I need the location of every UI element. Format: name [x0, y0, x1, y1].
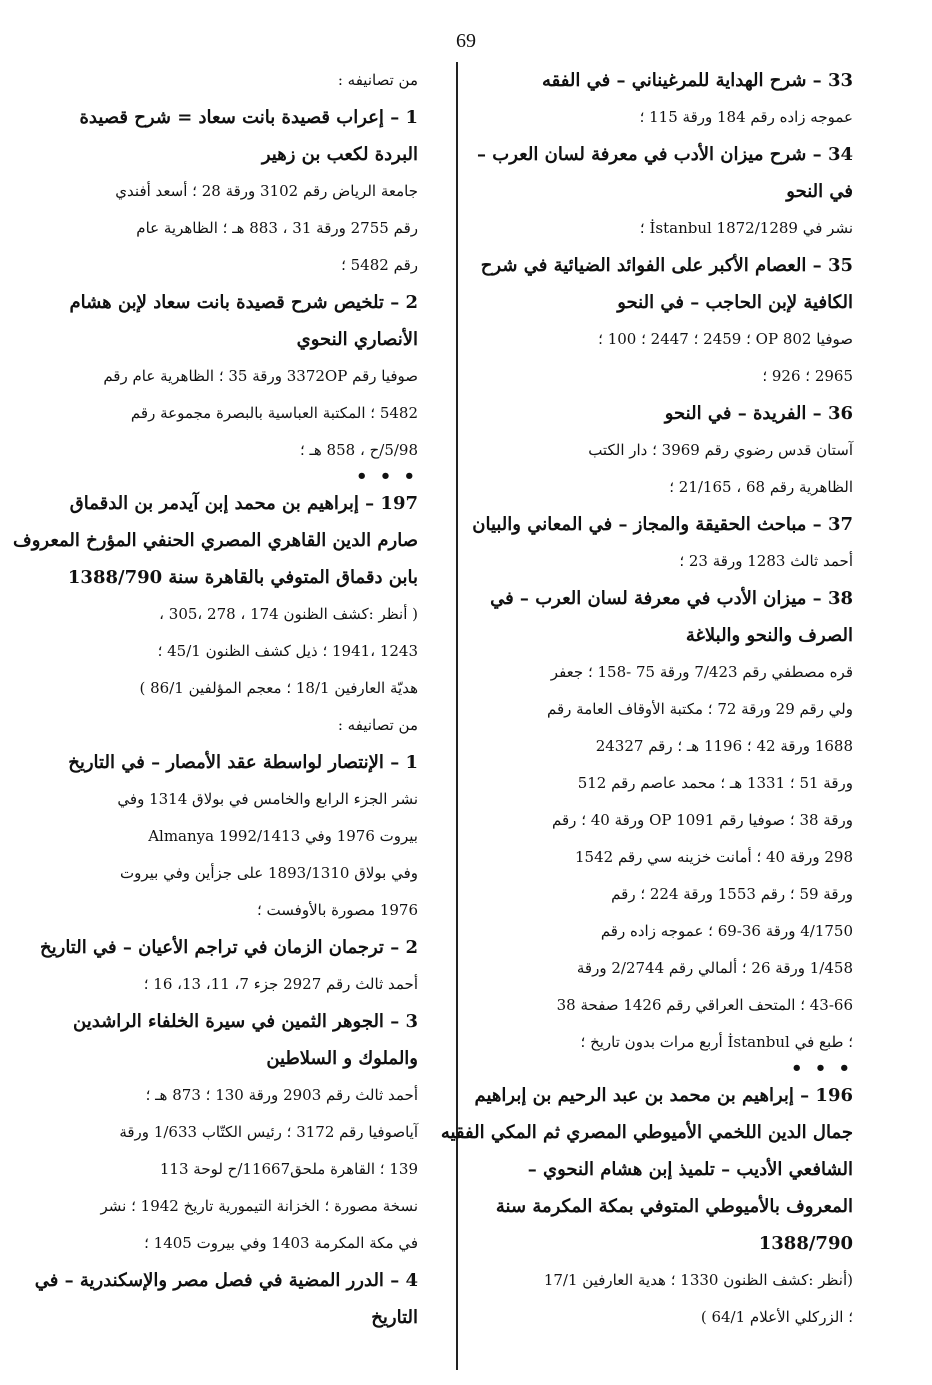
entry-heading-line: 4 – الدرر المضية في فصل مصر والإسكندرية – في [34, 1270, 418, 1291]
entry-heading-line: 36 – الفريدة – في النحو [664, 403, 853, 424]
entry-heading-line: الأنصاري النحوي [296, 329, 418, 350]
page-number: 69 [456, 30, 476, 52]
entry-heading-line: التاريخ [371, 1307, 418, 1328]
entry-text-line: 1/458 ورقة 26 ؛ ألمالي رقم 2/2744 ورقة [576, 959, 853, 977]
entry-text-line: ( أنظر :كشف الظنون 174 ، 278 ،305 ، [159, 605, 418, 623]
entry-heading-line: 1388/790 [758, 1233, 853, 1254]
entry-text-line: جامعة الرياض رقم 3102 ورقة 28 ؛ أسعد أفندي [115, 182, 418, 200]
entry-text-line: في مكة المكرمة 1403 وفي بيروت 1405 ؛ [144, 1234, 418, 1252]
entry-text-line: 2965 ؛ 926 ؛ [762, 367, 853, 385]
entry-heading-line: في النحو [786, 181, 853, 202]
entry-text-line: ورقة 51 ؛ 1331 هـ ؛ محمد عاصم رقم 512 [577, 774, 853, 792]
entry-text-line: آستان قدس رضوي رقم 3969 ؛ دار الكتب [588, 441, 853, 459]
entry-text-line: من تصانيفه : [337, 716, 418, 734]
entry-text-line: صوفيا 802 OP ؛ 2459 ؛ 2447 ؛ 100 ؛ [598, 330, 853, 348]
entry-heading-line: 196 – إبراهيم بن محمد بن عبد الرحيم بن إبراهيم [474, 1085, 853, 1106]
entry-text-line: صوفيا رقم 3372OP ورقة 35 ؛ الظاهرية عام رقم [103, 367, 418, 385]
entry-heading-line: جمال الدين اللخمي الأميوطي المصري ثم المكي الفقيه [440, 1122, 853, 1143]
entry-text-line: 1243 ،1941 ؛ ذيل كشف الظنون 45/1 ؛ [157, 642, 418, 660]
entry-text-line: وفي بولاق 1893/1310 على جزأين وفي بيروت [119, 864, 418, 882]
entry-text-line: نشر في İstanbul 1872/1289 ؛ [639, 219, 853, 237]
entry-text-line: 1688 ورقة 42 ؛ 1196 هـ ؛ رقم 24327 [595, 737, 853, 755]
entry-text-line: أحمد ثالث 1283 ورقة 23 ؛ [679, 552, 853, 570]
section-separator: • • • [790, 1058, 853, 1079]
entry-heading-line: 197 – إبراهيم بن محمد إبن آيدمر بن الدقماق [69, 493, 418, 514]
entry-text-line: أحمد ثالث رقم 2903 ورقة 130 ؛ 873 هـ ؛ [145, 1086, 418, 1104]
entry-text-line: نسخة مصورة ؛ الخزانة التيمورية تاريخ 1942 ؛ نشر [100, 1197, 418, 1215]
entry-text-line: نشر الجزء الرابع والخامس في بولاق 1314 وفي [117, 790, 418, 808]
entry-text-line: 43-66 ؛ المتحف العراقي رقم 1426 صفحة 38 [556, 996, 853, 1014]
entry-heading-line: الشافعي الأديب – تلميذ إبن هشام النحوي – [527, 1159, 853, 1180]
left-column [13, 62, 418, 1336]
entry-heading-line: 38 – ميزان الأدب في معرفة لسان العرب – في [490, 588, 853, 609]
entry-text-line: أحمد ثالث رقم 2927 جزء 7، 11، 13، 16 ؛ [143, 975, 418, 993]
entry-heading-line: 33 – شرح الهداية للمرغيناني – في الفقه [542, 70, 853, 91]
entry-heading-line: 2 – ترجمان الزمان في تراجم الأعيان – في التاريخ [40, 937, 418, 958]
entry-text-line: من تصانيفه : [337, 71, 418, 89]
column-divider [456, 62, 458, 1370]
entry-text-line: ؛ الزركلي الأعلام 64/1 ) [700, 1308, 853, 1326]
entry-text-line: 4/1750 ورقة 36-69 ؛ عموجه زاده رقم [600, 922, 853, 940]
entry-text-line: 139 ؛ القاهرة ملحق11667/ح لوحة 113 [159, 1160, 418, 1178]
entry-heading-line: 34 – شرح ميزان الأدب في معرفة لسان العرب – [477, 144, 853, 165]
entry-heading-line: البردة لكعب بن زهير [261, 144, 418, 165]
entry-heading-line: 1 – إعراب قصيدة بانت سعاد = شرح قصيدة [79, 107, 418, 128]
entry-text-line: رقم 5482 ؛ [341, 256, 418, 274]
entry-text-line: ولي رقم 29 ورقة 72 ؛ مكتبة الأوقاف العامة رقم [547, 700, 853, 718]
entry-heading-line: 37 – مباحث الحقيقة والمجاز – في المعاني والبيان [472, 514, 853, 535]
entry-text-line: ؛ طبع في İstanbul أربع مرات بدون تاريخ ؛ [580, 1033, 853, 1051]
entry-heading-line: صارم الدين القاهري المصري الحنفي المؤرخ المعروف [13, 530, 418, 551]
entry-text-line: هديّة العارفين 18/1 ؛ معجم المؤلفين 86/1 ) [139, 679, 418, 697]
entry-text-line: 5/98/ح ، 858 هـ ؛ [299, 441, 418, 459]
entry-text-line: قره مصطفي رقم 7/423 ورقة 75 -158 ؛ جعفر [550, 663, 853, 681]
entry-heading-line: الصرف والنحو والبلاغة [685, 625, 853, 646]
right-column [440, 62, 853, 1336]
entry-text-line: الظاهرية رقم 68 ، 21/165 ؛ [669, 478, 853, 496]
entry-text-line: 1976 مصورة بالأوفست ؛ [257, 901, 418, 919]
entry-text-line: بيروت 1976 وفي Almanya 1992/1413 [148, 827, 418, 845]
entry-text-line: 298 ورقة 40 ؛ أمانت خزينه سي رقم 1542 [575, 848, 853, 866]
section-separator: • • • [355, 466, 418, 487]
entry-heading-line: 3 – الجوهر الثمين في سيرة الخلفاء الراشدين [73, 1011, 418, 1032]
entry-heading-line: والملوك و السلاطين [266, 1048, 418, 1069]
entry-heading-line: بابن دقماق المتوفي بالقاهرة سنة 1388/790 [67, 567, 418, 588]
entry-text-line: ورقة 38 ؛ صوفيا رقم 1091 OP ورقة 40 ؛ رقم [552, 811, 853, 829]
entry-heading-line: 1 – الإنتصار لواسطة عقد الأمصار – في التاريخ [68, 752, 418, 773]
entry-text-line: آياصوفيا رقم 3172 ؛ رئيس الكتّاب 1/633 ورقة [119, 1123, 418, 1141]
entry-text-line: 5482 ؛ المكتبة العباسية بالبصرة مجموعة رقم [130, 404, 418, 422]
entry-heading-line: 2 – تلخيص شرح قصيدة بانت سعاد لإبن هشام [69, 292, 418, 313]
entry-text-line: عموجه زاده رقم 184 ورقة 115 ؛ [639, 108, 853, 126]
entry-heading-line: المعروف بالأميوطي المتوفي بمكة المكرمة سنة [495, 1196, 853, 1217]
entry-heading-line: الكافية لإبن الحاجب – في النحو [617, 292, 853, 313]
entry-text-line: (أنظر :كشف الظنون 1330 ؛ هدية العارفين 17/1 [543, 1271, 853, 1289]
entry-heading-line: 35 – العصام الأكبر على الفوائد الضيائية في شرح [480, 255, 853, 276]
entry-text-line: ورقة 59 ؛ رقم 1553 ورقة 224 ؛ رقم [611, 885, 853, 903]
entry-text-line: رقم 2755 ورقة 31 ، 883 هـ ؛ الظاهرية عام [136, 219, 418, 237]
